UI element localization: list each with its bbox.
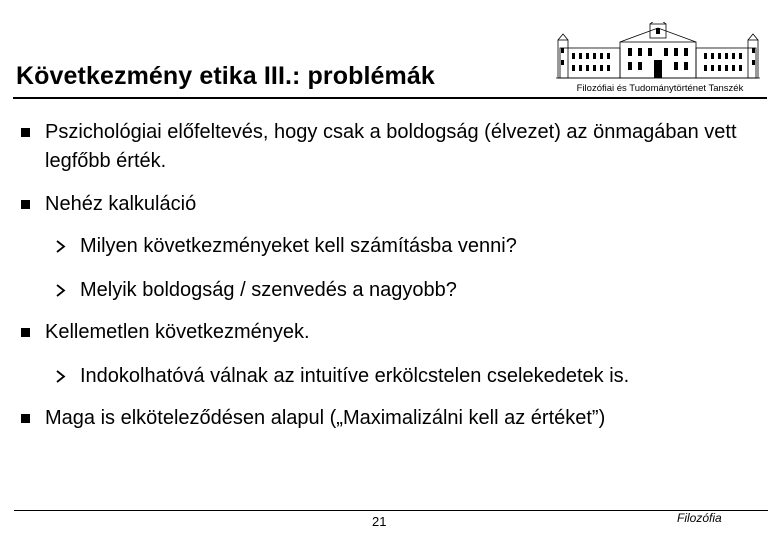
arrow-bullet-icon [56, 284, 66, 297]
department-caption: Filozófiai és Tudománytörténet Tanszék [576, 83, 744, 94]
square-bullet-icon [21, 414, 30, 423]
footer-divider [14, 510, 768, 511]
arrow-bullet-icon [56, 370, 66, 383]
title-divider [13, 97, 767, 99]
arrow-bullet-icon [56, 240, 66, 253]
subbullet-text: Indokolhatóvá válnak az intuitíve erkölcstelen cselekedetek is. [80, 365, 630, 387]
building-illustration-icon [554, 22, 762, 82]
bullet-text: Kellemetlen következmények. [45, 321, 310, 343]
square-bullet-icon [21, 200, 30, 209]
subbullet-text: Melyik boldogság / szenvedés a nagyobb? [80, 279, 457, 301]
square-bullet-icon [21, 128, 30, 137]
bullet-text: Nehéz kalkuláció [45, 193, 197, 215]
bullet-text: Pszichológiai előfeltevés, hogy csak a boldogság (élvezet) az önmagában vett legfőbb érték. [45, 121, 737, 172]
footer-label: Filozófia [677, 511, 722, 525]
subbullet-text: Milyen következményeket kell számításba venni? [80, 235, 517, 257]
square-bullet-icon [21, 328, 30, 337]
university-logo [554, 22, 762, 96]
bullet-text: Maga is elköteleződésen alapul („Maximalizálni kell az értéket”) [45, 407, 606, 429]
page-number: 21 [372, 514, 387, 529]
slide-title: Következmény etika III.: problémák [16, 62, 435, 90]
